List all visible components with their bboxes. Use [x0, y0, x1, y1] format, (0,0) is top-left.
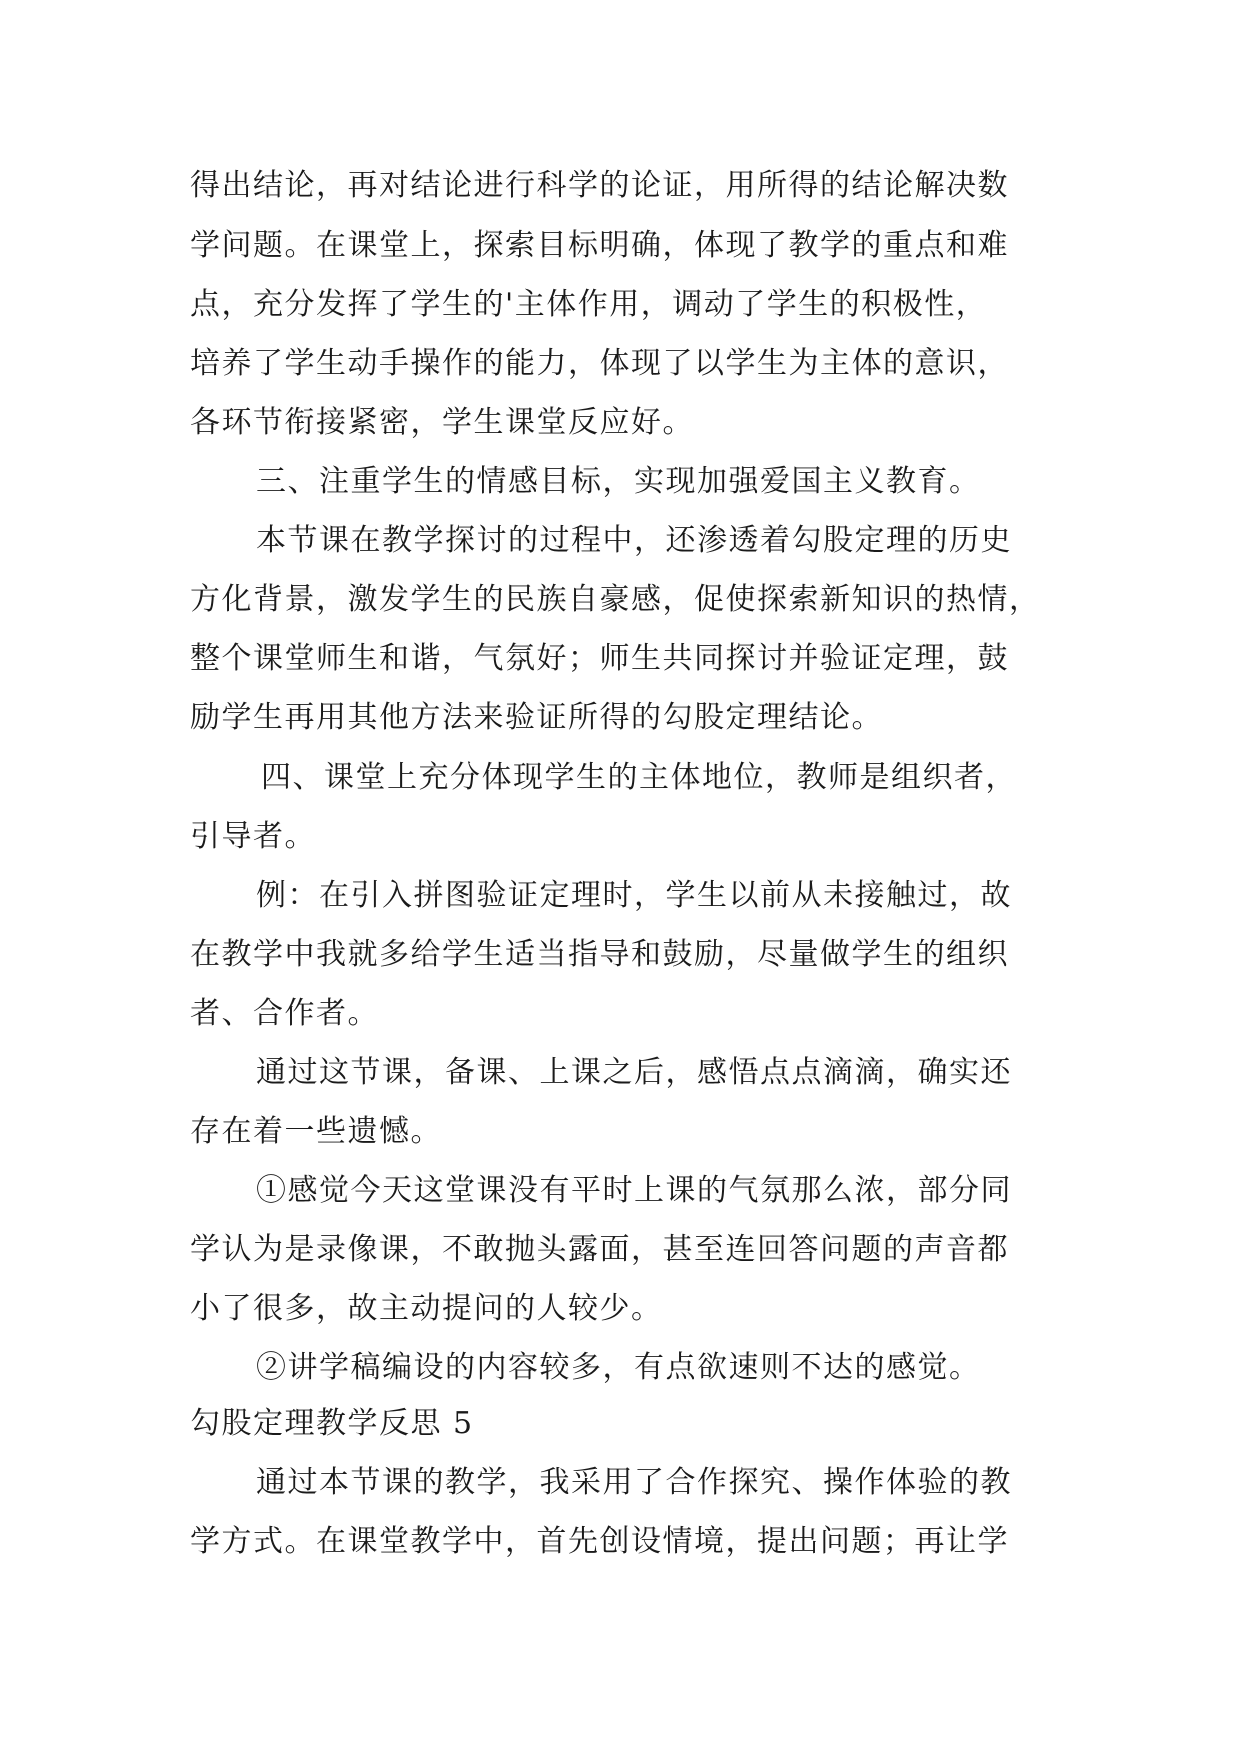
- paragraph-line: 在教学中我就多给学生适当指导和鼓励，尽量做学生的组织: [190, 937, 1009, 972]
- paragraph-line: 各环节衔接紧密，学生课堂反应好。: [190, 405, 694, 440]
- paragraph-line: 通过这节课，备课、上课之后，感悟点点滴滴，确实还: [256, 1055, 1012, 1090]
- paragraph-line: 引导者。: [190, 819, 316, 854]
- section-heading: 三、注重学生的情感目标，实现加强爱国主义教育。: [256, 464, 981, 499]
- paragraph-line: 培养了学生动手操作的能力，体现了以学生为主体的意识，: [190, 346, 1009, 381]
- paragraph-line: 者、合作者。: [190, 996, 379, 1031]
- section-heading: 四、课堂上充分体现学生的主体地位，教师是组织者，: [261, 760, 1017, 795]
- paragraph-line: 学认为是录像课，不敢抛头露面，甚至连回答问题的声音都: [190, 1232, 1009, 1267]
- paragraph-line: 学方式。在课堂教学中，首先创设情境，提出问题；再让学: [190, 1524, 1009, 1559]
- document-title: 勾股定理教学反思 5: [190, 1406, 474, 1441]
- paragraph-line: 小了很多，故主动提问的人较少。: [190, 1291, 663, 1326]
- paragraph-line: 存在着一些遗憾。: [190, 1114, 442, 1149]
- paragraph-line: 点，充分发挥了学生的'主体作用，调动了学生的积极性，: [190, 287, 988, 322]
- paragraph-line: 本节课在教学探讨的过程中，还渗透着勾股定理的历史: [256, 523, 1012, 558]
- paragraph-line: ①感觉今天这堂课没有平时上课的气氛那么浓，部分同: [256, 1173, 1012, 1208]
- paragraph-line: 通过本节课的教学，我采用了合作探究、操作体验的教: [256, 1465, 1012, 1500]
- paragraph-line: 励学生再用其他方法来验证所得的勾股定理结论。: [190, 700, 883, 735]
- paragraph-line: ②讲学稿编设的内容较多，有点欲速则不达的感觉。: [256, 1350, 981, 1385]
- paragraph-line: 得出结论，再对结论进行科学的论证，用所得的结论解决数: [190, 168, 1009, 203]
- paragraph-line: 整个课堂师生和谐，气氛好；师生共同探讨并验证定理，鼓: [190, 641, 1009, 676]
- paragraph-line: 例：在引入拼图验证定理时，学生以前从未接触过，故: [256, 878, 1012, 913]
- paragraph-line: 学问题。在课堂上，探索目标明确，体现了教学的重点和难: [190, 228, 1009, 263]
- paragraph-line: 方化背景，激发学生的民族自豪感，促使探索新知识的热情，: [190, 582, 1041, 617]
